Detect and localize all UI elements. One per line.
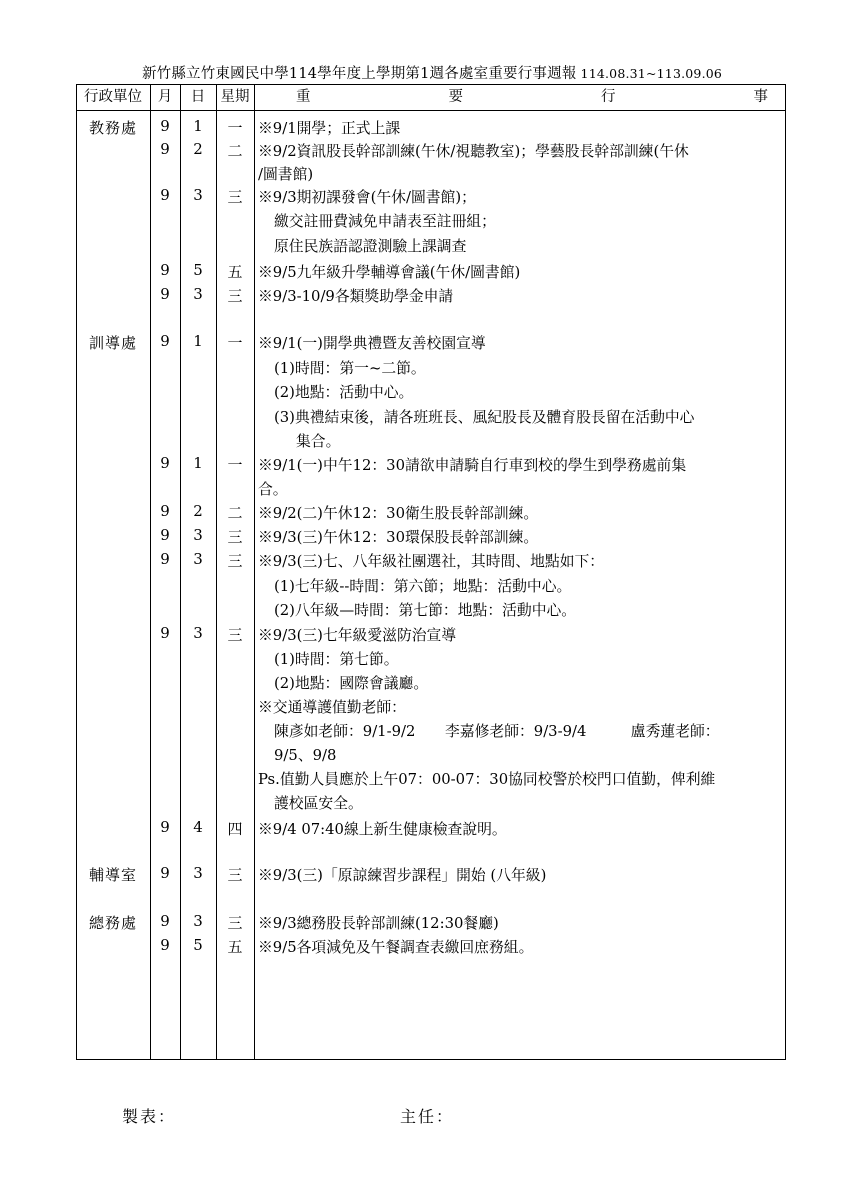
row-day: 5 — [193, 261, 203, 279]
row-month: 9 — [160, 117, 170, 135]
row-day: 3 — [193, 186, 203, 204]
row-month: 9 — [160, 526, 170, 544]
row-weekday: 一 — [227, 119, 243, 137]
row-month: 9 — [160, 186, 170, 204]
event-line: ※9/3期初課發會(午休/圖書館)； — [258, 189, 476, 206]
header-dept: 行政單位 — [84, 89, 142, 105]
row-day: 5 — [193, 936, 203, 954]
event-line: ※9/1(一)開學典禮暨友善校園宣導 — [258, 335, 486, 352]
event-line: 陳彥如老師：9/1-9/2 李嘉修老師：9/3-9/4 盧秀蓮老師： — [274, 723, 720, 740]
event-line: Ps.值勤人員應於上午07：00-07：30協同校警於校門口值勤，俾利維 — [258, 771, 716, 788]
row-month: 9 — [160, 936, 170, 954]
row-weekday: 五 — [227, 938, 243, 956]
row-month: 9 — [160, 261, 170, 279]
row-weekday: 三 — [227, 626, 243, 644]
header-month: 月 — [157, 89, 173, 105]
row-weekday: 三 — [227, 866, 243, 884]
event-line: ※9/3-10/9各類獎助學金申請 — [258, 288, 454, 305]
event-line: /圖書館) — [258, 166, 314, 183]
header-events-char: 重 — [296, 89, 311, 105]
event-line: ※交通導護值勤老師： — [258, 699, 406, 716]
row-day: 2 — [193, 140, 203, 158]
report-title — [76, 62, 788, 83]
row-month: 9 — [160, 454, 170, 472]
event-line: ※9/2資訊股長幹部訓練(午休/視聽教室)；學藝股長幹部訓練(午休 — [258, 143, 689, 160]
event-line: 繳交註冊費減免申請表至註冊組； — [274, 213, 496, 230]
row-day: 3 — [193, 912, 203, 930]
event-line: ※9/1開學；正式上課 — [258, 120, 401, 137]
row-day: 4 — [193, 818, 203, 836]
column-divider — [254, 84, 255, 1060]
row-day: 1 — [193, 454, 203, 472]
event-line: 原住民族語認證測驗上課調查 — [274, 238, 467, 255]
header-events-char: 行 — [601, 89, 616, 105]
event-line: (3)典禮結束後，請各班班長、風紀股長及體育股長留在活動中心 — [274, 409, 695, 426]
row-weekday: 三 — [227, 914, 243, 932]
event-line: ※9/3(三)午休12：30環保股長幹部訓練。 — [258, 529, 539, 546]
row-day: 1 — [193, 117, 203, 135]
event-line: (2)地點：活動中心。 — [274, 384, 414, 401]
header-events — [256, 86, 784, 108]
row-day: 1 — [193, 332, 203, 350]
row-month: 9 — [160, 624, 170, 642]
header-day: 日 — [190, 89, 206, 105]
row-month: 9 — [160, 285, 170, 303]
event-line: ※9/3(三)七年級愛滋防治宣導 — [258, 627, 457, 644]
event-line: ※9/1(一)中午12：30請欲申請騎自行車到校的學生到學務處前集 — [258, 457, 687, 474]
row-day: 3 — [193, 526, 203, 544]
dept-general-affairs: 總務處 — [88, 914, 137, 932]
row-day: 2 — [193, 502, 203, 520]
row-weekday: 四 — [227, 820, 243, 838]
report-title-main: 新竹縣立竹東國民中學114學年度上學期第1週各處室重要行事週報 — [141, 66, 577, 82]
dept-academic: 教務處 — [88, 119, 137, 137]
row-day: 3 — [193, 624, 203, 642]
event-line: ※9/4 07:40線上新生健康檢查說明。 — [258, 821, 507, 838]
header-divider — [76, 110, 786, 111]
event-line: 合。 — [258, 481, 288, 498]
row-weekday: 三 — [227, 188, 243, 206]
dept-counseling: 輔導室 — [88, 866, 137, 884]
event-line: (1)時間：第一~二節。 — [274, 360, 426, 377]
event-line: ※9/3(三)七、八年級社團選社，其時間、地點如下： — [258, 553, 605, 570]
event-line: (2)地點：國際會議廳。 — [274, 675, 429, 692]
report-date-range: 114.08.31~113.09.06 — [580, 66, 723, 81]
event-line: ※9/3總務股長幹部訓練(12:30餐廳) — [258, 915, 499, 932]
event-line: ※9/5九年級升學輔導會議(午休/圖書館) — [258, 264, 521, 281]
row-month: 9 — [160, 818, 170, 836]
event-line: 9/5、9/8 — [274, 747, 337, 764]
row-weekday: 二 — [227, 504, 243, 522]
header-weekday: 星期 — [220, 89, 250, 105]
event-line: ※9/5各項減免及午餐調查表繳回庶務組。 — [258, 939, 534, 956]
event-line: 護校區安全。 — [274, 795, 363, 812]
row-weekday: 一 — [227, 456, 243, 474]
event-line: 集合。 — [296, 433, 341, 450]
header-events-char: 要 — [448, 89, 463, 105]
row-weekday: 三 — [227, 287, 243, 305]
row-month: 9 — [160, 550, 170, 568]
row-month: 9 — [160, 912, 170, 930]
event-line: ※9/2(二)午休12：30衛生股長幹部訓練。 — [258, 505, 539, 522]
row-weekday: 五 — [227, 263, 243, 281]
row-day: 3 — [193, 864, 203, 882]
row-weekday: 二 — [227, 142, 243, 160]
header-events-char: 事 — [753, 89, 768, 105]
row-weekday: 一 — [227, 334, 243, 352]
event-line: (2)八年級—時間：第七節：地點：活動中心。 — [274, 602, 577, 619]
row-day: 3 — [193, 550, 203, 568]
row-month: 9 — [160, 140, 170, 158]
dept-student-affairs: 訓導處 — [88, 334, 137, 352]
maker-signature-label: 製表： — [122, 1107, 177, 1126]
director-signature-label: 主任： — [400, 1107, 455, 1126]
row-weekday: 三 — [227, 552, 243, 570]
row-month: 9 — [160, 502, 170, 520]
event-line: ※9/3(三)「原諒練習步課程」開始 (八年級) — [258, 867, 547, 884]
row-month: 9 — [160, 332, 170, 350]
event-line: (1)時間：第七節。 — [274, 651, 399, 668]
row-day: 3 — [193, 285, 203, 303]
row-weekday: 三 — [227, 528, 243, 546]
event-line: (1)七年級--時間：第六節；地點：活動中心。 — [274, 578, 572, 595]
row-month: 9 — [160, 864, 170, 882]
